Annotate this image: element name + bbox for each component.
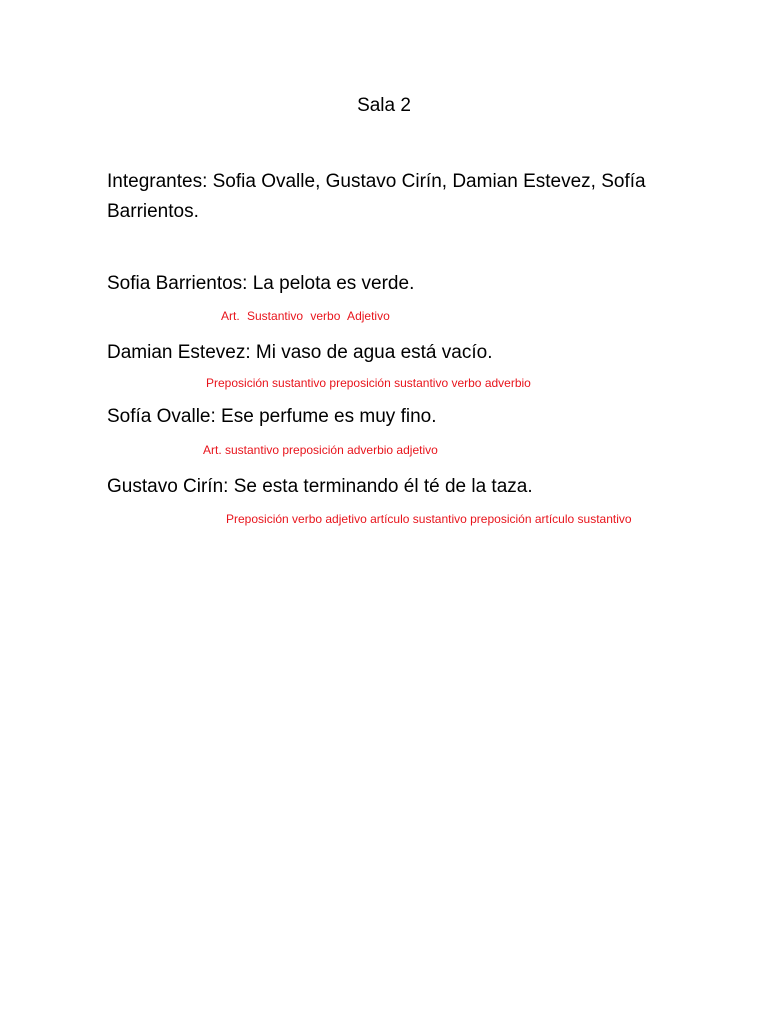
sentence-2: Damian Estevez: Mi vaso de agua está vacío.	[107, 342, 493, 363]
grammar-tags-3: Art. sustantivo preposición adverbio adjetivo	[203, 443, 438, 457]
sentence-1: Sofia Barrientos: La pelota es verde.	[107, 273, 415, 294]
members-paragraph: Integrantes: Sofia Ovalle, Gustavo Cirín, Damian Estevez, Sofía Barrientos.	[107, 171, 646, 222]
grammar-tags-2: Preposición sustantivo preposición sustantivo verbo adverbio	[206, 376, 531, 390]
grammar-tags-4: Preposición verbo adjetivo artículo sustantivo preposición artículo sustantivo	[226, 512, 632, 526]
grammar-tags-1: Art. Sustantivo verbo Adjetivo	[221, 309, 390, 323]
sentence-4: Gustavo Cirín: Se esta terminando él té de la taza.	[107, 476, 533, 497]
sentence-3: Sofía Ovalle: Ese perfume es muy fino.	[107, 406, 437, 427]
page-title: Sala 2	[357, 95, 411, 116]
